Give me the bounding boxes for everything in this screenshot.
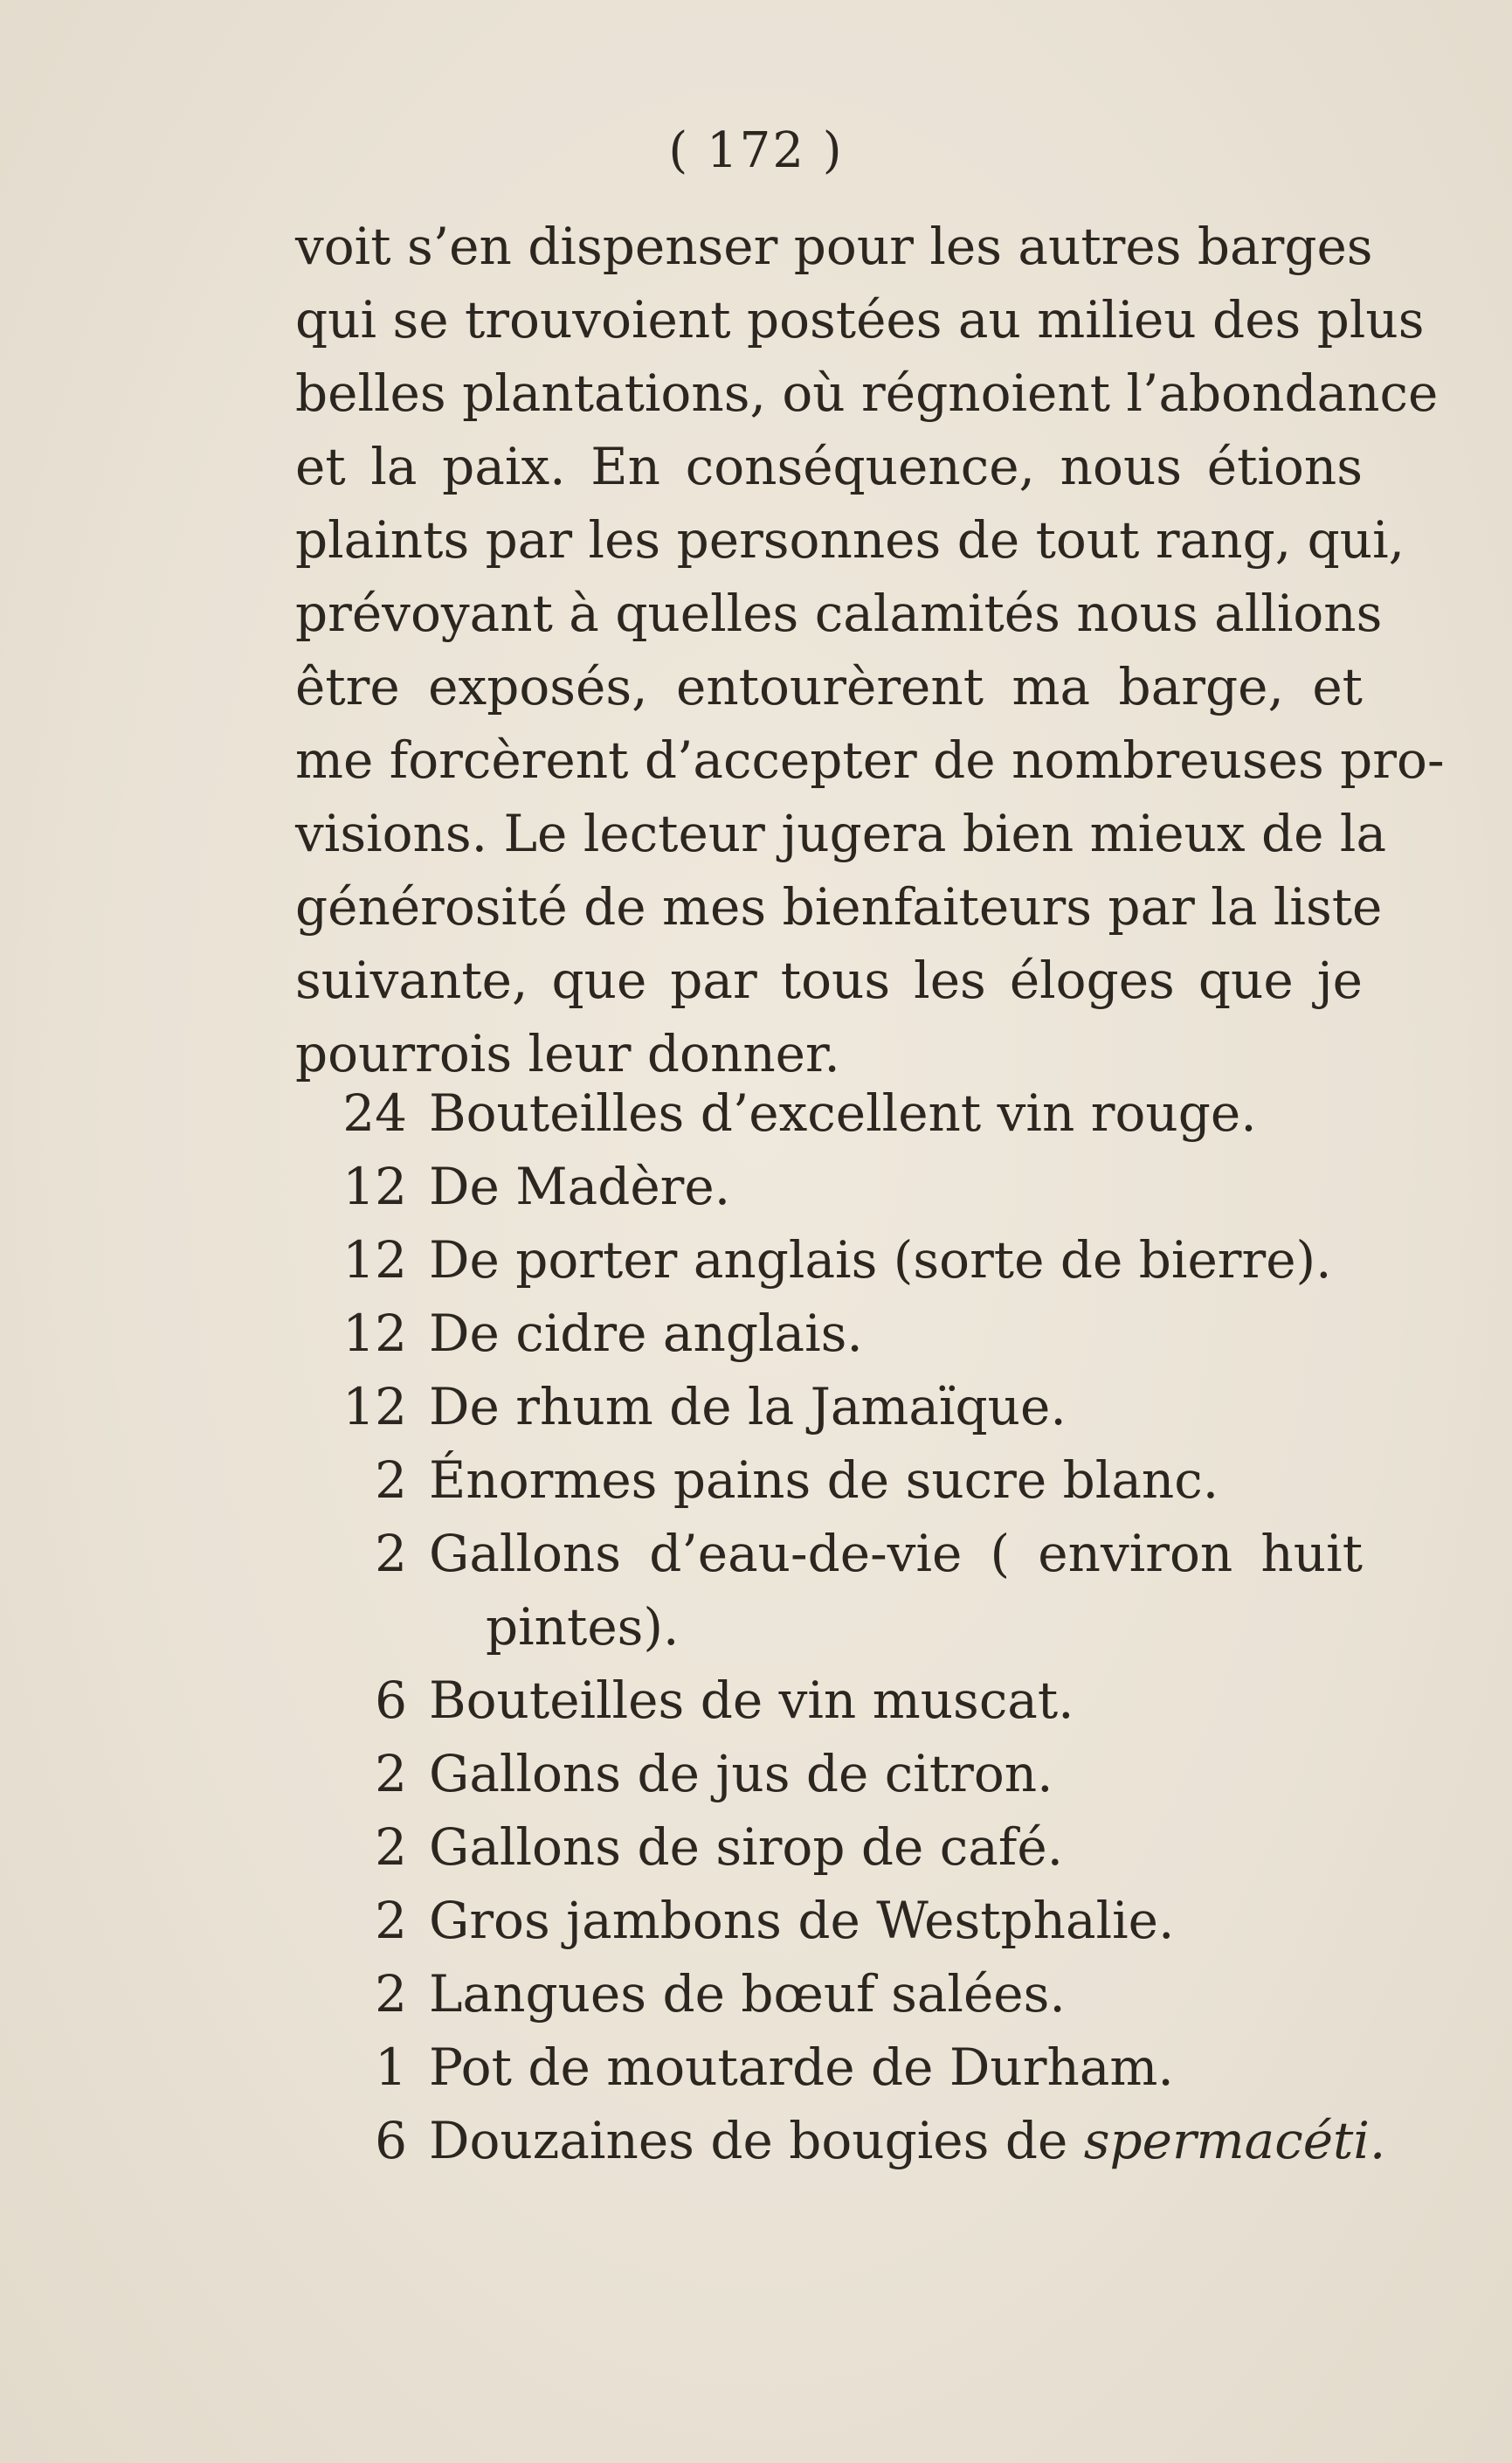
item-quantity: 12 xyxy=(342,1230,407,1290)
item-description-italic: spermacéti. xyxy=(1083,2111,1386,2170)
paragraph-line: prévoyant à quelles calamités nous allions xyxy=(295,584,1383,643)
list-item xyxy=(295,1076,1363,1150)
paragraph-line: et la paix. En conséquence, nous étions xyxy=(295,437,1363,496)
list-item xyxy=(295,1443,1363,1517)
paragraph-line: qui se trouvoient postées au milieu des plus xyxy=(295,290,1425,349)
item-quantity: 6 xyxy=(375,2111,407,2170)
item-description: pintes). xyxy=(486,1597,680,1657)
item-description: De rhum de la Jamaïque. xyxy=(429,1377,1067,1436)
paragraph-line: suivante, que par tous les éloges que je xyxy=(295,951,1363,1010)
item-description: De Madère. xyxy=(429,1157,731,1216)
paragraph-line: visions. Le lecteur jugera bien mieux de la xyxy=(295,804,1387,863)
list-item xyxy=(295,1150,1363,1223)
item-description: Bouteilles de vin muscat. xyxy=(429,1671,1074,1730)
list-item-continuation xyxy=(295,1590,1363,1664)
item-description: Gros jambons de Westphalie. xyxy=(429,1891,1175,1950)
provisions-list xyxy=(295,1076,1386,2177)
item-description: Énormes pains de sucre blanc. xyxy=(429,1450,1219,1510)
item-quantity: 12 xyxy=(342,1304,407,1363)
item-description-roman: Douzaines de bougies de xyxy=(429,2111,1068,2170)
item-description: Langues de bœuf salées. xyxy=(429,1964,1066,2024)
paragraph-line: être exposés, entourèrent ma barge, et xyxy=(295,657,1363,716)
item-description xyxy=(429,2104,1385,2177)
list-item xyxy=(295,1223,1363,1297)
item-description: De cidre anglais. xyxy=(429,1304,863,1363)
list-item xyxy=(295,2031,1363,2104)
list-item xyxy=(295,1810,1363,1884)
item-description: Bouteilles d’excellent vin rouge. xyxy=(429,1083,1257,1143)
item-description: Gallons d’eau-de-vie ( environ huit xyxy=(429,1524,1363,1583)
list-item xyxy=(295,1370,1363,1443)
item-quantity: 1 xyxy=(375,2038,407,2097)
list-item xyxy=(295,1517,1363,1590)
list-item xyxy=(295,1737,1363,1810)
paragraph-line: me forcèrent d’accepter de nombreuses pro- xyxy=(295,730,1445,790)
item-quantity: 12 xyxy=(342,1377,407,1436)
item-quantity: 2 xyxy=(375,1524,407,1583)
list-item xyxy=(295,1664,1363,1737)
paragraph xyxy=(295,210,1445,1090)
list-item xyxy=(295,2104,1386,2177)
item-description: De porter anglais (sorte de bierre). xyxy=(429,1230,1332,1290)
item-quantity: 2 xyxy=(375,1817,407,1877)
paragraph-line: générosité de mes bienfaiteurs par la liste xyxy=(295,877,1383,937)
item-description: Gallons de sirop de café. xyxy=(429,1817,1064,1877)
item-quantity: 24 xyxy=(342,1083,407,1143)
item-quantity: 2 xyxy=(375,1891,407,1950)
list-item xyxy=(295,1884,1363,1957)
paragraph-line: belles plantations, où régnoient l’abondance xyxy=(295,363,1439,423)
item-quantity: 6 xyxy=(375,1671,407,1730)
paragraph-line: voit s’en dispenser pour les autres barges xyxy=(295,217,1373,276)
item-quantity: 2 xyxy=(375,1450,407,1510)
page-number: ( 172 ) xyxy=(668,122,844,179)
list-item xyxy=(295,1957,1363,2031)
item-description: Gallons de jus de citron. xyxy=(429,1744,1053,1803)
list-item xyxy=(295,1297,1363,1370)
item-quantity: 2 xyxy=(375,1964,407,2024)
item-description: Pot de moutarde de Durham. xyxy=(429,2038,1174,2097)
item-quantity: 12 xyxy=(342,1157,407,1216)
item-quantity: 2 xyxy=(375,1744,407,1803)
paragraph-line: plaints par les personnes de tout rang, qui, xyxy=(295,510,1405,570)
paragraph-line: pourrois leur donner. xyxy=(295,1024,840,1083)
